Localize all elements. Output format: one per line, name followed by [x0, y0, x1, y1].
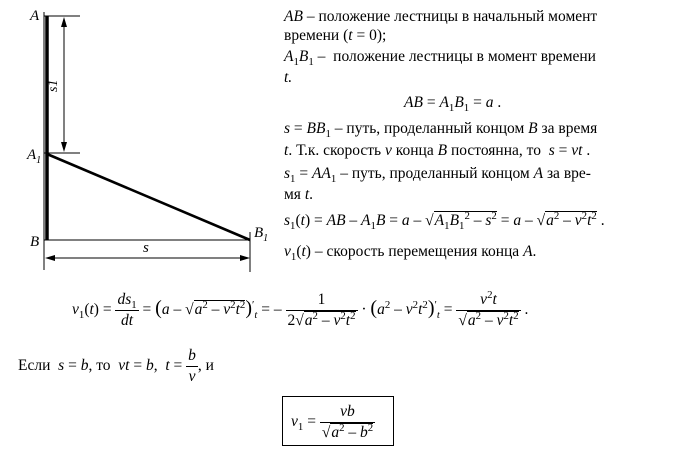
label-B: B — [30, 234, 40, 250]
condition-line: Если s = b, то vt = b, t = $\frac{b}{v}$ , и — [18, 347, 214, 385]
text-line-9: мя t. — [284, 186, 314, 203]
label-B1: $B_1$ — [254, 225, 269, 244]
derivative-formula: $v_1(t)$ = $\frac{ds_1}{dt}$ = $(a - √a^2 - v^2t^2)'_t$ = – $\frac{1}{2√a^2 - v^2t^2}$ · $(a^2 - v^2t^2)'_t$ = $\frac{v^2t}{√a^2 - v^2t^2}$ . — [72, 288, 529, 329]
text-line-6: $s = BB_1$ – путь, проделанный концом B за время — [284, 120, 598, 141]
label-A: A — [30, 8, 40, 24]
label-A1: $A_1$ — [27, 147, 42, 166]
text-line-11: $v_1(t)$ – скорость перемещения конца A. — [284, 243, 537, 264]
ladder-moved — [47, 154, 250, 240]
label-s1: s1 — [46, 79, 61, 92]
ladder-figure — [0, 0, 280, 280]
result-box: $v_1$ = $\frac{vb}{√a^2 - b^2}$ — [282, 396, 394, 446]
text-line-2: времени (t = 0); — [284, 27, 387, 44]
text-line-1: AB – положение лестницы в начальный момент — [284, 8, 598, 25]
text-line-5: AB = $A_1B_1 = a$ . — [404, 94, 502, 115]
text-line-7: t. Т.к. скорость v конца B постоянна, то s = vt . — [284, 142, 591, 159]
text-line-10: $s_1(t)$ = AB – $A_1B = a - √A_1B_1^2 - s^2 = a - √a^2 - v^2t^2$ . — [284, 209, 605, 233]
label-s: s — [143, 240, 149, 256]
text-line-3: $A_1B_1$ – положение лестницы в момент времени — [284, 48, 596, 69]
text-line-4: t. — [284, 69, 293, 86]
text-line-8: $s_1 = AA_1$ – путь, проделанный концом A за вре- — [284, 165, 591, 186]
